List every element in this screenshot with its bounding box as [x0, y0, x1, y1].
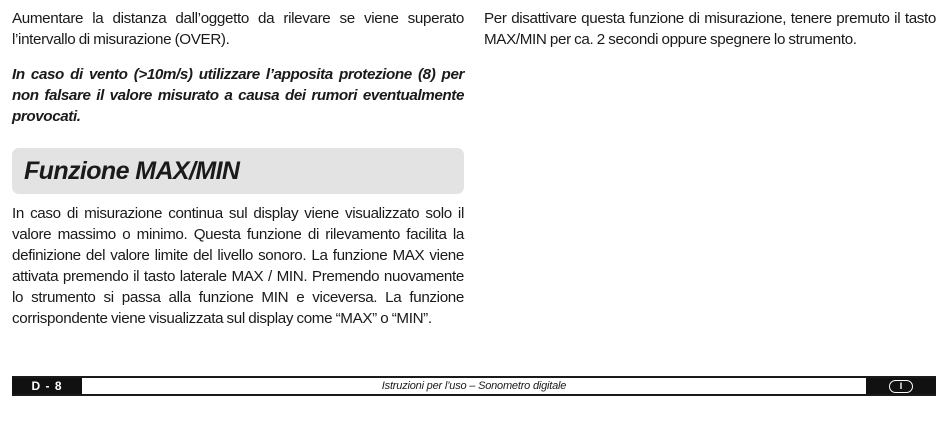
right-column [484, 8, 936, 50]
section-heading-box [12, 148, 464, 194]
wind-warning-paragraph: In caso di vento (>10m/s) utilizzare l’apposita protezione (8) per non falsare il valore misurato a causa dei rumori eventualmente provocati. [12, 66, 464, 125]
document-title: Istruzioni per l’uso – Sonometro digitale [381, 380, 567, 392]
section-heading: Funzione MAX/MIN [24, 156, 240, 185]
intro-paragraph: Aumentare la distanza dall’oggetto da rilevare se viene superato l’intervallo di misurazione (OVER). [12, 10, 464, 48]
left-column [12, 8, 464, 329]
max-min-description: In caso di misurazione continua sul display viene visualizzato solo il valore massimo o minimo. Questa funzione di rilevamento facilita la definizione del valore limite del livello sonoro. La funzione MAX viene attivata premendo il tasto laterale MAX / MIN. Premendo nuovamente lo strumento si passa alla funzione MIN e viceversa. La funzione corrispondente viene visualizzata sul display come “MAX” o “MIN”. [12, 205, 464, 327]
language-code-badge: I [889, 380, 913, 393]
page-footer [12, 376, 936, 396]
page-number: D - 8 [12, 378, 82, 394]
disable-instructions: Per disattivare questa funzione di misurazione, tenere premuto il tasto MAX/MIN per ca. 2 secondi oppure spegnere lo strumento. [484, 10, 936, 48]
language-tab [866, 378, 936, 394]
